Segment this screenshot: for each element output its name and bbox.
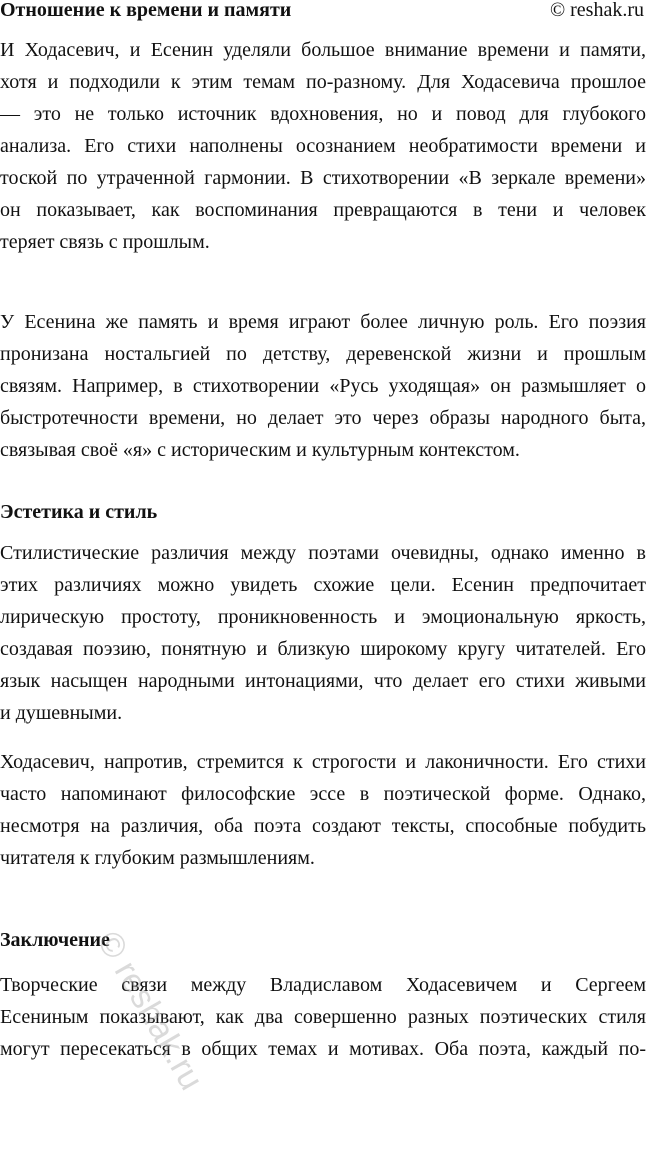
text-line: часто напоминают философские эссе в поэтической форме. Однако, (0, 783, 646, 805)
paragraph (0, 969, 646, 1065)
text-line: быстротечности времени, но делает это через образы народного быта, (0, 407, 646, 429)
text-line: Творческие связи между Владиславом Ходасевичем и Сергеем (0, 974, 646, 996)
site-label: © reshak.ru (549, 0, 644, 21)
text-line: пронизана ностальгией по детству, деревенской жизни и прошлым (0, 343, 646, 365)
paragraph (0, 746, 646, 874)
text-line: он показывает, как воспоминания превращаются в тени и человек (0, 199, 646, 221)
text-line: несмотря на различия, оба поэта создают тексты, способные побудить (0, 815, 646, 837)
text-line: связывая своё «я» с историческим и культурным контекстом. (0, 439, 520, 461)
text-line: хотя и подходили к этим темам по-разному. Для Ходасевича прошлое (0, 71, 646, 93)
text-line: — это не только источник вдохновения, но и повод для глубокого (0, 103, 646, 125)
text-line: и душевными. (0, 702, 123, 724)
text-line: лирическую простоту, проникновенность и эмоциональную яркость, (0, 606, 646, 628)
paragraph (0, 537, 646, 729)
text-line: могут пересекаться в общих темах и мотивах. Оба поэта, каждый по- (0, 1038, 646, 1060)
text-line: анализа. Его стихи наполнены осознанием необратимости времени и (0, 135, 646, 157)
section-heading: Заключение (0, 929, 110, 951)
text-line: У Есенина же память и время играют более личную роль. Его поэзия (0, 311, 646, 333)
text-line: создавая поэзию, понятную и близкую широкому кругу читателей. Его (0, 638, 646, 660)
text-line: Ходасевич, напротив, стремится к строгости и лаконичности. Его стихи (0, 751, 646, 773)
section-heading: Эстетика и стиль (0, 501, 158, 523)
text-line: язык насыщен народными интонациями, что делает его стихи живыми (0, 670, 646, 692)
text-line: этих различиях можно увидеть схожие цели. Есенин предпочитает (0, 574, 646, 596)
text-line: И Ходасевич, и Есенин уделяли большое внимание времени и памяти, (0, 39, 646, 61)
text-line: связям. Например, в стихотворении «Русь уходящая» он размышляет о (0, 375, 646, 397)
text-line: Стилистические различия между поэтами очевидны, однако именно в (0, 542, 646, 564)
watermark: © reshak.ru (89, 924, 211, 1097)
paragraph (0, 34, 646, 258)
text-line: теряет связь с прошлым. (0, 231, 210, 253)
text-line: тоской по утраченной гармонии. В стихотворении «В зеркале времени» (0, 167, 646, 189)
section-heading: Отношение к времени и памяти (0, 0, 292, 21)
paragraph (0, 306, 646, 466)
text-line: читателя к глубоким размышлениям. (0, 847, 315, 869)
text-line: Есениным показывают, как два совершенно разных поэтических стиля (0, 1006, 646, 1028)
